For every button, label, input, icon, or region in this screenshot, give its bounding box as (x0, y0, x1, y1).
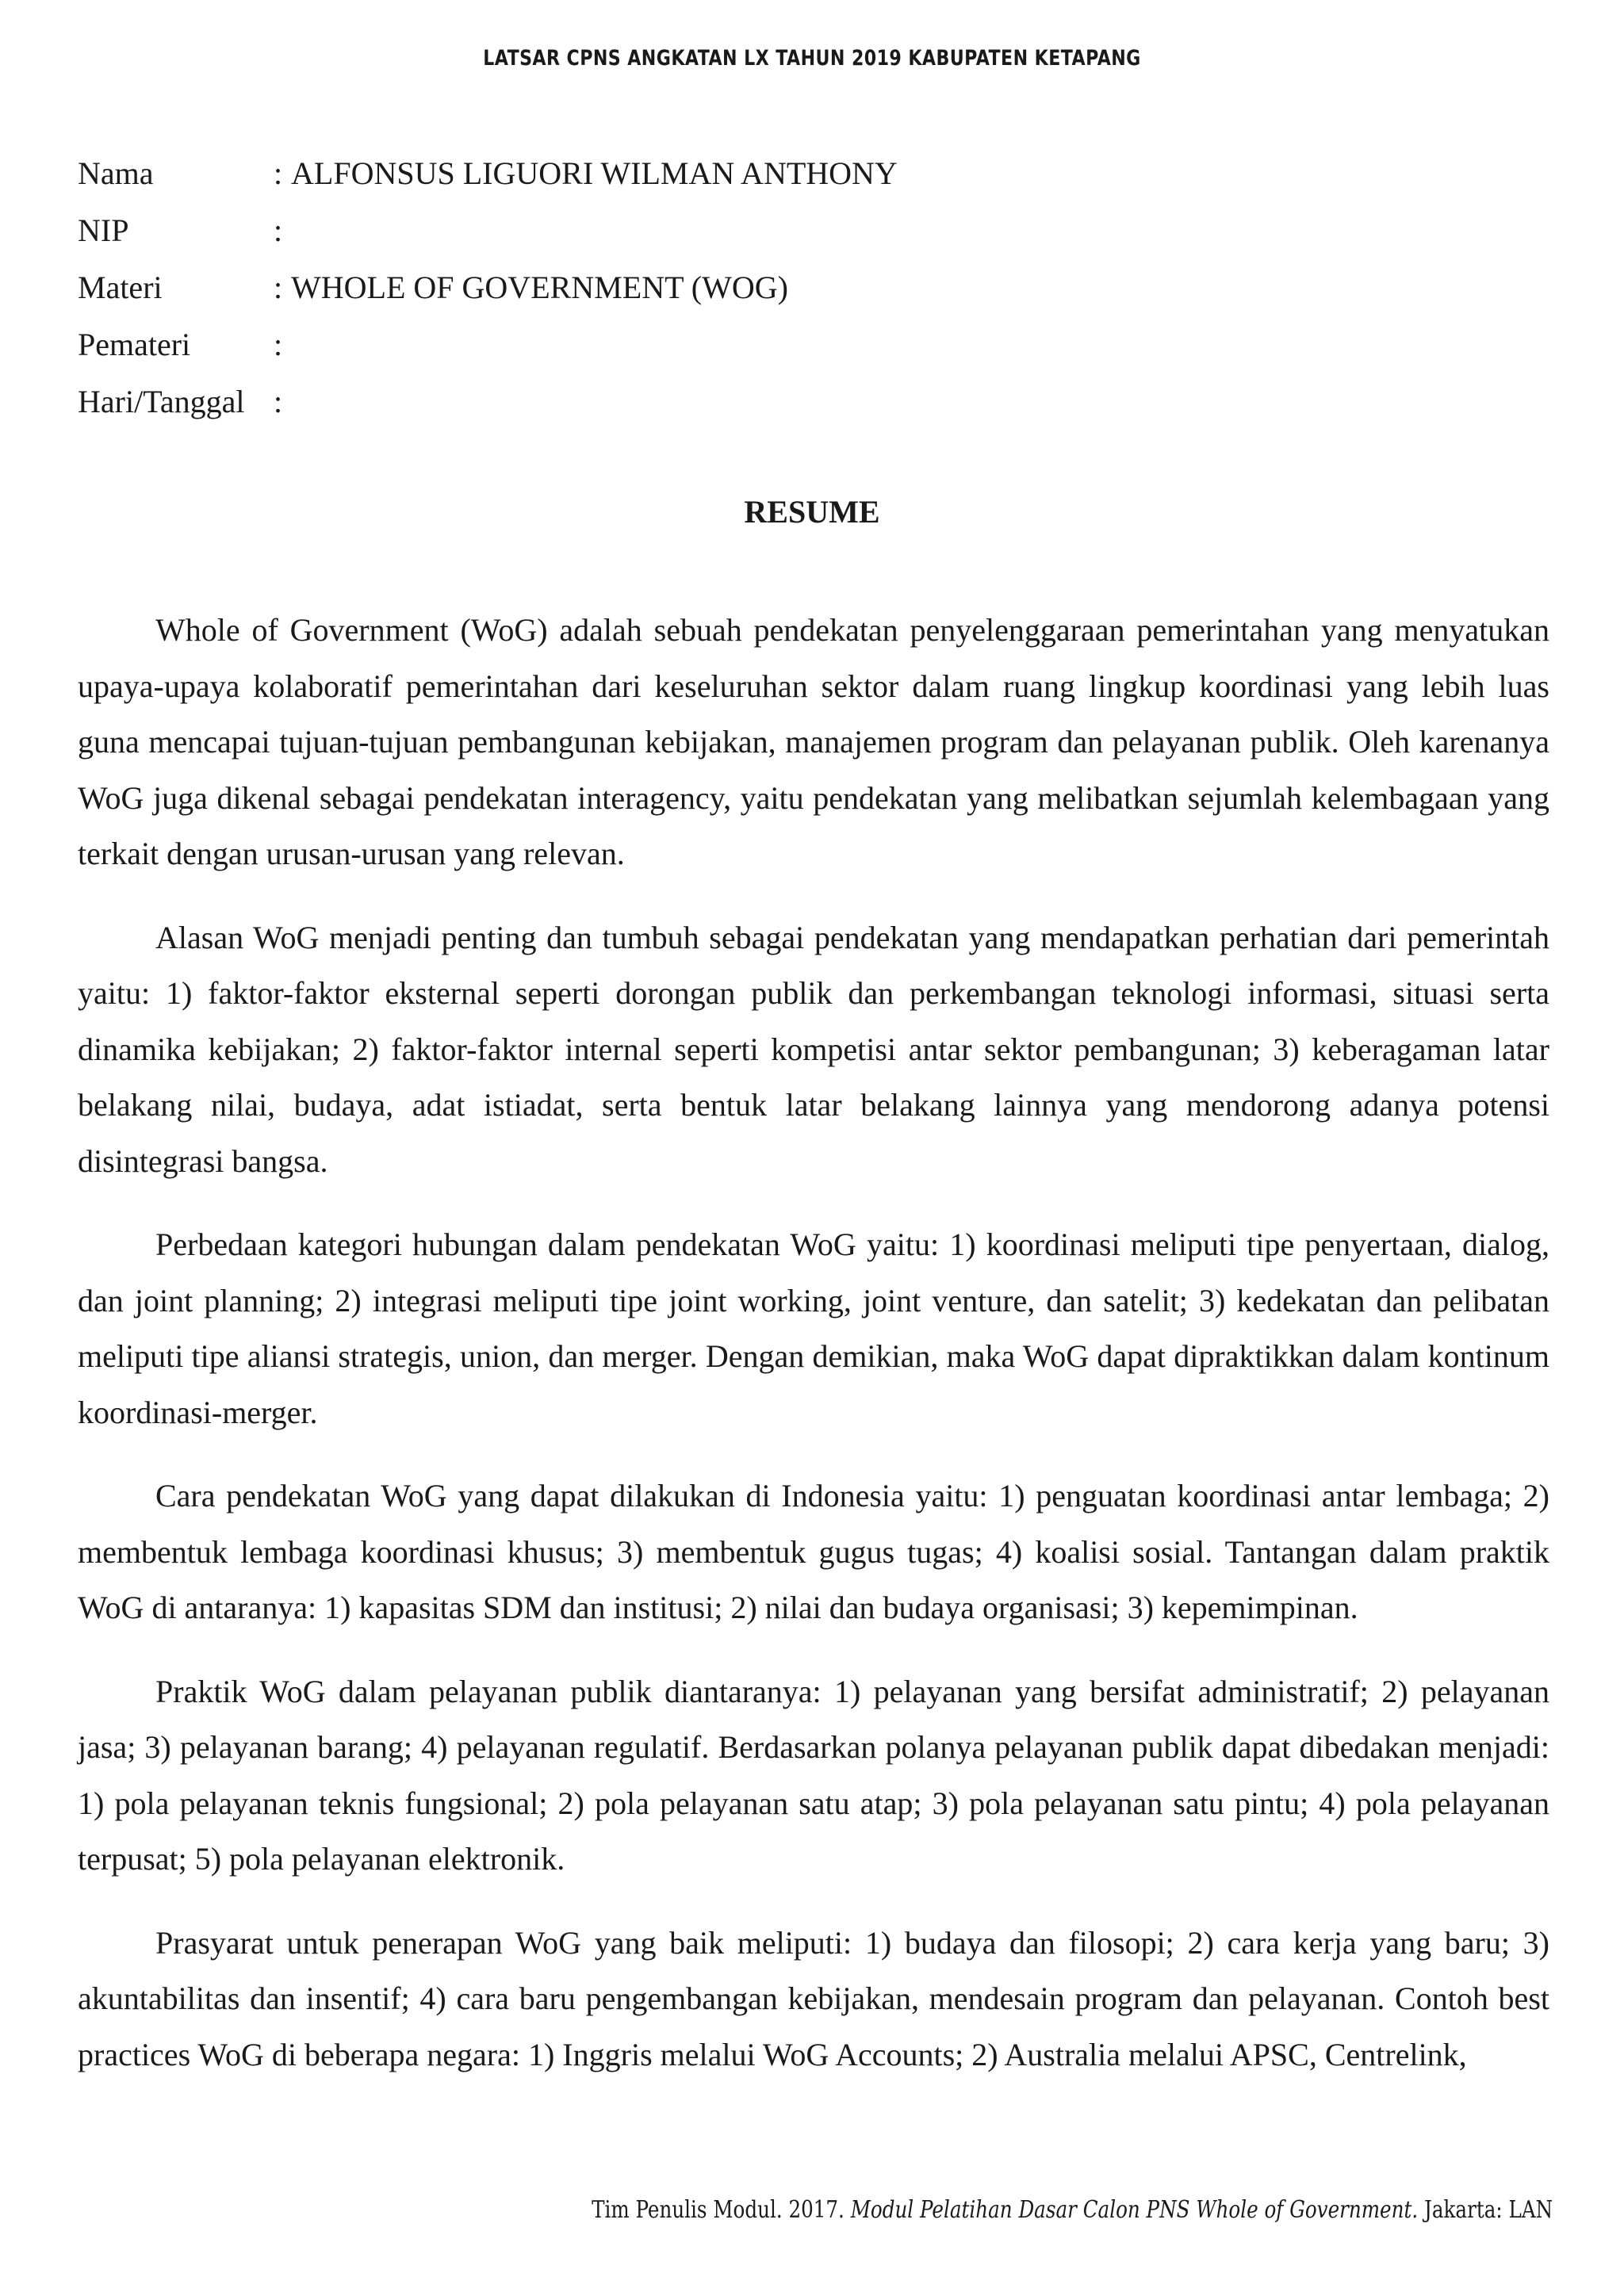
info-separator: : (274, 384, 283, 419)
resume-paragraph: Prasyarat untuk penerapan WoG yang baik meliputi: 1) budaya dan filosopi; 2) cara kerja yang baru; 3) akuntabilitas dan insentif; 4) cara baru pengembangan kebijakan, mendesain program dan pelayanan. Contoh best practices WoG di beberapa negara: 1) Inggris melalui WoG Accounts; 2) Australia melalui APSC, Centrelink, (78, 1924, 1549, 2072)
info-label: Pemateri (78, 327, 191, 362)
info-value-hari-tanggal (291, 381, 1553, 438)
info-separator: : (274, 327, 283, 362)
info-value-nama: ALFONSUS LIGUORI WILMAN ANTHONY (291, 155, 898, 191)
resume-title: RESUME (744, 494, 880, 530)
identity-block (78, 152, 1553, 438)
info-value-nip (291, 209, 1553, 266)
resume-paragraph: Praktik WoG dalam pelayanan publik diantaranya: 1) pelayanan yang bersifat administratif; 2) pelayanan jasa; 3) pelayanan barang; 4) pelayanan regulatif. Berdasarkan polanya pelayanan publik dapat dibedakan menjadi: 1) pola pelayanan teknis fungsional; 2) pola pelayanan satu atap; 3) pola pelayanan satu pintu; 4) pola pelayanan terpusat; 5) pola pelayanan elektronik. (78, 1673, 1549, 1877)
info-row-materi (78, 266, 1553, 323)
footer-citation (592, 2196, 1553, 2224)
citation-publisher: Jakarta: LAN (1418, 2196, 1553, 2224)
page-header: LATSAR CPNS ANGKATAN LX TAHUN 2019 KABUPATEN KETAPANG (483, 46, 1141, 71)
info-separator: : (274, 212, 283, 248)
resume-paragraph: Whole of Government (WoG) adalah sebuah pendekatan penyelenggaraan pemerintahan yang menyatukan upaya-upaya kolaboratif pemerintahan dari keseluruhan sektor dalam ruang lingkup koordinasi yang lebih luas guna mencapai tujuan-tujuan pembangunan kebijakan, manajemen program dan pelayanan publik. Oleh karenanya WoG juga dikenal sebagai pendekatan interagency, yaitu pendekatan yang melibatkan sejumlah kelembagaan yang terkait dengan urusan-urusan yang relevan. (78, 612, 1549, 871)
info-row-hari-tanggal (78, 381, 1553, 438)
info-separator: : (274, 270, 283, 305)
citation-authors: Tim Penulis Modul. 2017. (591, 2196, 851, 2224)
info-label: Nama (78, 155, 154, 191)
info-label: Hari/Tanggal (78, 384, 245, 419)
resume-body (78, 603, 1549, 2110)
resume-paragraph: Alasan WoG menjadi penting dan tumbuh sebagai pendekatan yang mendapatkan perhatian dari pemerintah yaitu: 1) faktor-faktor eksternal seperti dorongan publik dan perkembangan teknologi informasi, situasi serta dinamika kebijakan; 2) faktor-faktor internal seperti kompetisi antar sektor pembangunan; 3) keberagaman latar belakang nilai, budaya, adat istiadat, serta bentuk latar belakang lainnya yang mendorong adanya potensi disintegrasi bangsa. (78, 919, 1549, 1179)
info-row-pemateri (78, 323, 1553, 381)
resume-paragraph: Cara pendekatan WoG yang dapat dilakukan di Indonesia yaitu: 1) penguatan koordinasi antar lembaga; 2) membentuk lembaga koordinasi khusus; 3) membentuk gugus tugas; 4) koalisi sosial. Tantangan dalam praktik WoG di antaranya: 1) kapasitas SDM dan institusi; 2) nilai dan budaya organisasi; 3) kepemimpinan. (78, 1478, 1549, 1625)
citation-title: Modul Pelatihan Dasar Calon PNS Whole of Government. (850, 2196, 1419, 2224)
info-value-pemateri (291, 323, 1553, 381)
resume-paragraph: Perbedaan kategori hubungan dalam pendekatan WoG yaitu: 1) koordinasi meliputi tipe penyertaan, dialog, dan joint planning; 2) integrasi meliputi tipe joint working, joint venture, dan satelit; 3) kedekatan dan pelibatan meliputi tipe aliansi strategis, union, dan merger. Dengan demikian, maka WoG dapat dipraktikkan dalam kontinum koordinasi-merger. (78, 1226, 1549, 1430)
info-row-nip (78, 209, 1553, 266)
info-label: NIP (78, 212, 129, 248)
info-separator: : (274, 155, 283, 191)
info-label: Materi (78, 270, 163, 305)
info-value-materi: WHOLE OF GOVERNMENT (WOG) (291, 270, 788, 305)
info-row-nama (78, 152, 1553, 209)
